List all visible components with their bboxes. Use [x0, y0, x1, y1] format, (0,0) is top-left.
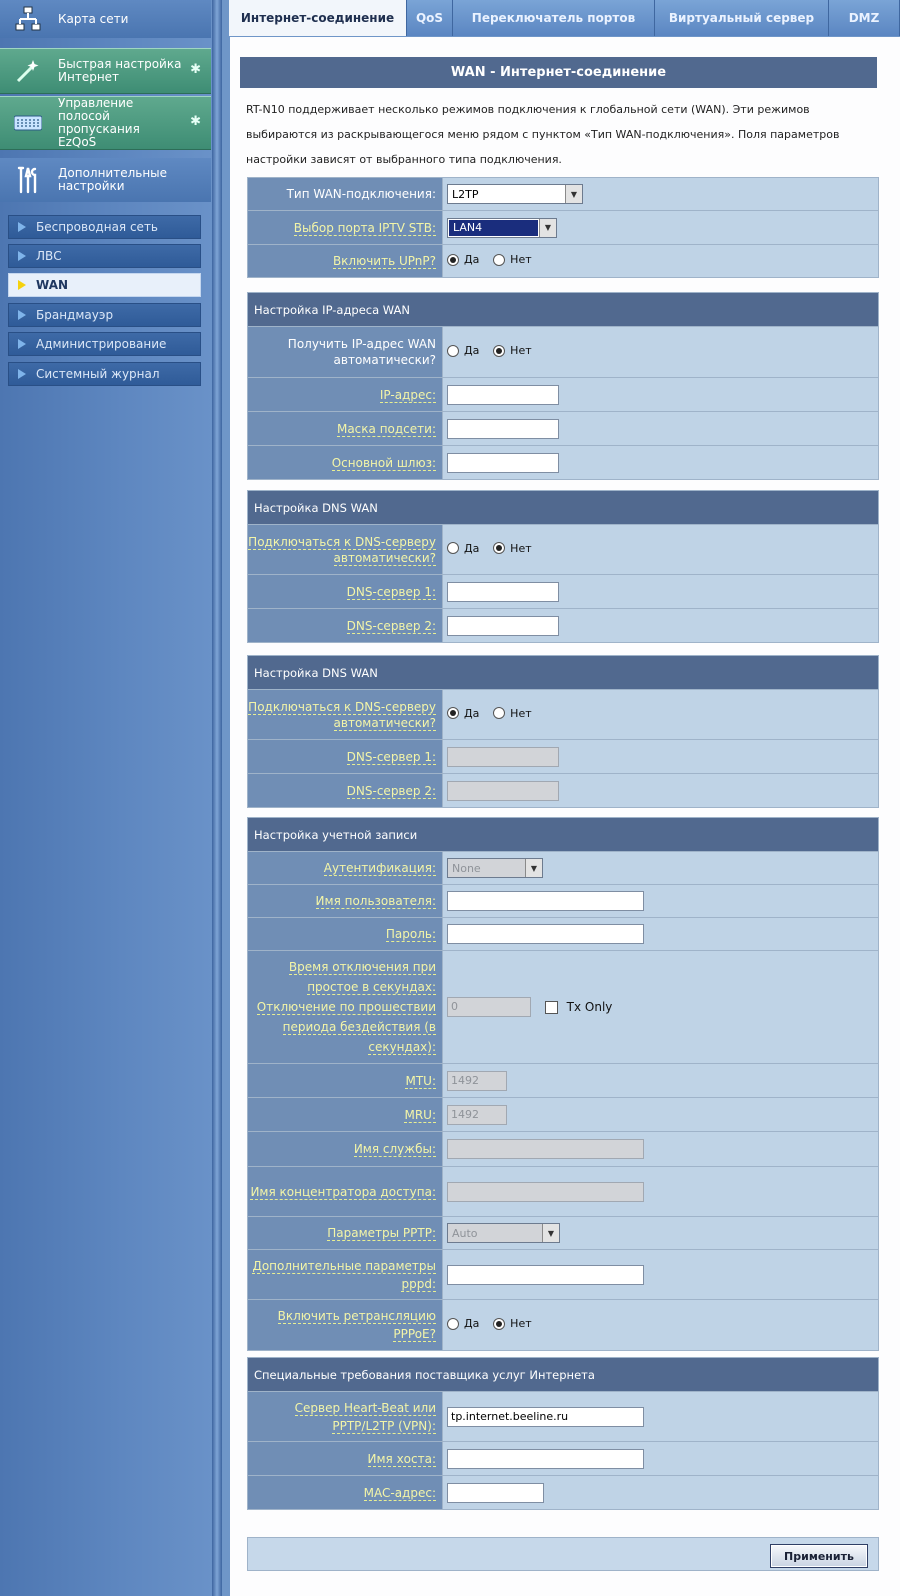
heartbeat-server-input[interactable]: tp.internet.beeline.ru [447, 1407, 644, 1427]
dns1-label: DNS-сервер 1: [248, 740, 443, 774]
network-map-icon [8, 0, 48, 39]
sidebar-separator [212, 0, 222, 1596]
main-panel [230, 37, 900, 1596]
radio-unselected-icon [447, 1318, 459, 1330]
pppd-options-input[interactable] [447, 1265, 644, 1285]
tools-icon [8, 160, 48, 200]
wan-type-value: L2TP [452, 187, 479, 201]
sidebar-item-system-log[interactable] [8, 362, 201, 386]
sidebar-item-wan[interactable] [8, 273, 201, 297]
sidebar-item-firewall[interactable] [8, 303, 201, 327]
tab-qos[interactable]: QoS [407, 0, 453, 36]
tab-dmz[interactable]: DMZ [829, 0, 900, 36]
tab-internet-connection[interactable]: Интернет-соединение [229, 0, 407, 36]
dns-auto-label: Подключаться к DNS-серверу автоматически? [248, 525, 443, 575]
radio-label: Да [464, 1317, 480, 1331]
chevron-down-icon: ▼ [542, 1224, 559, 1242]
pptp-options-label: Параметры PPTP: [248, 1217, 443, 1250]
sidebar-item-administration[interactable] [8, 332, 201, 356]
pppd-options-label: Дополнительные параметры pppd: [248, 1250, 443, 1300]
mtu-cell [443, 1064, 879, 1098]
tab-port-switch[interactable]: Переключатель портов [453, 0, 655, 36]
dns-auto-no-radio[interactable] [493, 542, 531, 555]
radio-selected-icon [493, 542, 505, 554]
radio-unselected-icon [493, 707, 505, 719]
password-input[interactable] [447, 924, 644, 944]
sidebar-advanced-label: Дополнительные настройки [58, 166, 168, 193]
password-cell [443, 918, 879, 951]
mtu-input[interactable]: 1492 [447, 1071, 507, 1091]
dns-settings-table-1 [247, 490, 879, 643]
sidebar-quick-setup[interactable] [0, 48, 211, 94]
sidebar [0, 0, 222, 1596]
idle-timeout-cell [443, 951, 879, 1064]
radio-label: Да [464, 253, 480, 267]
dns1-label: DNS-сервер 1: [248, 575, 443, 609]
ip-settings-table [247, 292, 879, 480]
radio-label: Нет [510, 1317, 532, 1331]
tx-only-label: Tx Only [566, 1000, 613, 1014]
radio-selected-icon [447, 254, 459, 266]
chevron-down-icon: ▼ [565, 185, 582, 203]
triangle-right-icon [18, 251, 26, 261]
wan-basic-table [247, 177, 879, 278]
radio-selected-icon [493, 1318, 505, 1330]
dns2-input[interactable] [447, 781, 559, 801]
mac-address-cell [443, 1476, 879, 1510]
password-label: Пароль: [248, 918, 443, 951]
username-cell [443, 885, 879, 918]
dns-auto-cell [443, 525, 879, 575]
dns1-cell [443, 575, 879, 609]
iptv-port-label: Выбор порта IPTV STB: [248, 211, 443, 245]
pppd-options-cell [443, 1250, 879, 1300]
sidebar-quick-setup-label: Быстрая настройка Интернет [58, 57, 182, 84]
hostname-cell [443, 1442, 879, 1476]
subnet-mask-input[interactable] [447, 419, 559, 439]
pppoe-relay-cell [443, 1300, 879, 1351]
sidebar-item-label: Системный журнал [36, 367, 160, 381]
hostname-input[interactable] [447, 1449, 644, 1469]
tab-virtual-server[interactable]: Виртуальный сервер [655, 0, 829, 36]
dns-auto-yes-radio[interactable] [447, 707, 479, 720]
pppoe-relay-no-radio[interactable] [493, 1317, 531, 1330]
pppoe-relay-label: Включить ретрансляцию PPPoE? [248, 1300, 443, 1351]
dns1-input[interactable] [447, 747, 559, 767]
chevron-down-icon: ▼ [525, 859, 542, 877]
mru-input[interactable]: 1492 [447, 1105, 507, 1125]
heartbeat-server-cell [443, 1392, 879, 1442]
dns2-input[interactable] [447, 616, 559, 636]
radio-label: Нет [510, 541, 532, 555]
sidebar-advanced[interactable] [0, 158, 211, 202]
mac-address-input[interactable] [447, 1483, 544, 1503]
auth-value: None [452, 861, 481, 875]
wan-type-select[interactable] [447, 184, 583, 204]
iptv-port-select[interactable] [447, 218, 557, 238]
sidebar-ezqos[interactable] [0, 96, 211, 150]
sidebar-item-label: ЛВС [36, 249, 62, 263]
dns-settings-table-2 [247, 655, 879, 808]
sidebar-item-label: Администрирование [36, 337, 167, 351]
sidebar-item-label: Беспроводная сеть [36, 220, 159, 234]
radio-label: Да [464, 344, 480, 358]
heartbeat-server-label: Сервер Heart-Beat или PPTP/L2TP (VPN): [248, 1392, 443, 1442]
idle-timeout-label: Время отключения при простое в секундах: Отключение по прошествии периода бездействия (в секундах): [248, 951, 443, 1064]
wand-icon [8, 51, 48, 91]
wan-type-cell [443, 178, 879, 211]
apply-bar [247, 1537, 879, 1571]
isp-section-title: Специальные требования поставщика услуг Интернета [248, 1358, 879, 1392]
radio-label: Да [464, 541, 480, 555]
triangle-right-icon [18, 280, 26, 290]
service-name-label: Имя службы: [248, 1132, 443, 1167]
chevron-down-icon: ▼ [539, 219, 556, 237]
sparkle-icon: ✱ [190, 114, 201, 129]
isp-settings-table [247, 1357, 879, 1510]
bandwidth-icon [8, 103, 48, 143]
mac-address-label: MAC-адрес: [248, 1476, 443, 1510]
auth-select[interactable] [447, 858, 543, 878]
ip-address-input[interactable] [447, 385, 559, 405]
wan-type-label: Тип WAN-подключения: [248, 178, 443, 211]
radio-label: Нет [510, 706, 532, 720]
service-name-cell [443, 1132, 879, 1167]
sparkle-icon: ✱ [190, 62, 201, 77]
account-section-title: Настройка учетной записи [248, 818, 879, 852]
access-concentrator-label: Имя концентратора доступа: [248, 1167, 443, 1217]
tx-only-checkbox[interactable] [545, 1001, 558, 1014]
access-concentrator-cell [443, 1167, 879, 1217]
radio-unselected-icon [447, 542, 459, 554]
dns-auto-yes-radio[interactable] [447, 542, 479, 555]
pptp-options-select[interactable] [447, 1223, 560, 1243]
iptv-port-cell [443, 211, 879, 245]
dns-section-title: Настройка DNS WAN [248, 491, 879, 525]
idle-timeout-input[interactable]: 0 [447, 997, 531, 1017]
sidebar-ezqos-label: Управление полосой пропускания EzQoS [58, 96, 140, 149]
dns1-cell [443, 740, 879, 774]
gateway-input[interactable] [447, 453, 559, 473]
subnet-mask-label: Маска подсети: [248, 412, 443, 446]
ip-address-label: IP-адрес: [248, 378, 443, 412]
triangle-right-icon [18, 369, 26, 379]
gateway-cell [443, 446, 879, 480]
dns1-input[interactable] [447, 582, 559, 602]
radio-label: Да [464, 706, 480, 720]
sidebar-item-lan[interactable] [8, 244, 201, 268]
upnp-cell [443, 245, 879, 278]
service-name-input[interactable] [447, 1139, 644, 1159]
ip-auto-cell [443, 327, 879, 378]
upnp-label: Включить UPnP? [248, 245, 443, 278]
access-concentrator-input[interactable] [447, 1182, 644, 1202]
mru-cell [443, 1098, 879, 1132]
hostname-label: Имя хоста: [248, 1442, 443, 1476]
dns2-cell [443, 774, 879, 808]
radio-unselected-icon [493, 254, 505, 266]
pptp-options-cell [443, 1217, 879, 1250]
sidebar-item-wireless[interactable] [8, 215, 201, 239]
apply-button[interactable]: Применить [770, 1544, 868, 1568]
dns-auto-label: Подключаться к DNS-серверу автоматически? [248, 690, 443, 740]
ip-auto-no-radio[interactable] [493, 344, 531, 357]
gateway-label: Основной шлюз: [248, 446, 443, 480]
upnp-no-radio[interactable] [493, 253, 531, 266]
sidebar-network-map[interactable] [0, 0, 211, 38]
page-title: WAN - Интернет-соединение [240, 57, 877, 88]
intro-text: RT-N10 поддерживает несколько режимов подключения к глобальной сети (WAN). Эти режимов выбираются из раскрывающегося меню рядом с пунктом «Тип WAN-подключения». Поля параметров настройки зависят от выбранного типа подключения. [246, 103, 840, 166]
username-input[interactable] [447, 891, 644, 911]
dns2-label: DNS-сервер 2: [248, 774, 443, 808]
triangle-right-icon [18, 339, 26, 349]
triangle-right-icon [18, 310, 26, 320]
account-settings-table [247, 817, 879, 1351]
ip-auto-yes-radio[interactable] [447, 344, 479, 357]
radio-label: Нет [510, 253, 532, 267]
pppoe-relay-yes-radio[interactable] [447, 1317, 479, 1330]
dns2-cell [443, 609, 879, 643]
radio-unselected-icon [447, 345, 459, 357]
dns2-label: DNS-сервер 2: [248, 609, 443, 643]
ip-auto-label: Получить IP-адрес WAN автоматически? [248, 327, 443, 378]
ip-address-cell [443, 378, 879, 412]
username-label: Имя пользователя: [248, 885, 443, 918]
sidebar-network-map-label: Карта сети [58, 11, 129, 26]
sidebar-item-label: Брандмауэр [36, 308, 114, 322]
auth-label: Аутентификация: [248, 852, 443, 885]
dns-auto-no-radio[interactable] [493, 707, 531, 720]
mtu-label: MTU: [248, 1064, 443, 1098]
upnp-yes-radio[interactable] [447, 253, 479, 266]
mru-label: MRU: [248, 1098, 443, 1132]
radio-label: Нет [510, 344, 532, 358]
dns-auto-cell [443, 690, 879, 740]
radio-selected-icon [447, 707, 459, 719]
tab-bar [229, 0, 900, 37]
dns-section-title: Настройка DNS WAN [248, 656, 879, 690]
radio-selected-icon [493, 345, 505, 357]
pptp-options-value: Auto [452, 1226, 478, 1240]
iptv-port-value: LAN4 [449, 220, 538, 236]
triangle-right-icon [18, 222, 26, 232]
auth-cell [443, 852, 879, 885]
sidebar-item-label: WAN [36, 278, 69, 292]
ip-section-title: Настройка IP-адреса WAN [248, 293, 879, 327]
subnet-mask-cell [443, 412, 879, 446]
